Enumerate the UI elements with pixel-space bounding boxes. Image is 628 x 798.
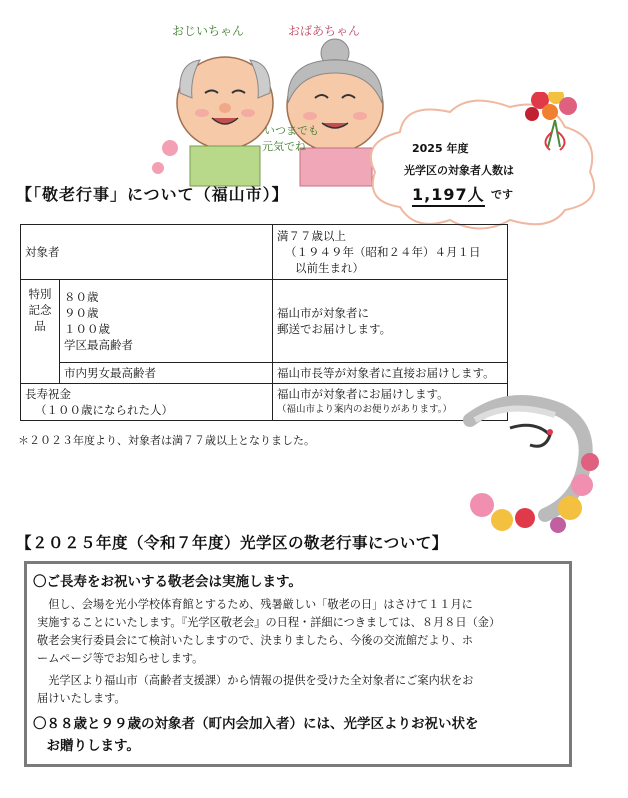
message-line1: いつまでも	[264, 124, 319, 137]
row3-value: 福山市長等が対象者に直接お届けします。	[273, 363, 508, 384]
cloud-year: 2025 年度	[412, 142, 469, 155]
section2-title: 【２０２５年度（令和７年度）光学区の敬老行事について】	[16, 534, 448, 552]
row4-value-text: 福山市が対象者にお届けします。	[277, 387, 449, 401]
row2-value-line1: 福山市が対象者に	[277, 306, 369, 320]
notice-para1-line2: 実施することにいたします。『光学区敬老会』の日程・詳細につきましては、８月８日（金）	[37, 616, 501, 629]
notice-heading1: 〇ご長寿をお祝いする敬老会は実施します。	[33, 574, 302, 590]
notice-heading2-line1: 〇８８歳と９９歳の対象者（町内会加入者）には、光学区よりお祝い状を	[33, 716, 479, 732]
list-item: １００歳	[64, 322, 110, 336]
row1-value-line3: 以前生まれ）	[295, 261, 364, 275]
cloud-caption: 光学区の対象者人数は	[404, 164, 514, 177]
notice-para2-line2: 届けいたします。	[37, 692, 126, 705]
row4-label	[21, 384, 273, 421]
row4-label-line2: （１００歳になられた人）	[35, 403, 173, 417]
event-table	[20, 224, 508, 421]
notice-para1-line4: ームページ等でお知らせします。	[37, 652, 204, 665]
row1-value-line2: （１９４９年（昭和２４年）４月１日	[285, 245, 481, 259]
row2-label	[21, 280, 60, 384]
row2-value	[273, 280, 508, 363]
table-row-longevity	[21, 384, 508, 421]
row1-value-line1: 満７７歳以上	[277, 229, 346, 243]
row2-label-line1: 特別	[28, 287, 52, 301]
notice-heading2-line2: お贈りします。	[33, 738, 140, 754]
crane-illustration	[450, 390, 610, 535]
row2-items	[60, 280, 273, 363]
row2-label-line2: 記念	[28, 303, 52, 317]
section1-title: 【「敬老行事」について（福山市）】	[16, 185, 289, 204]
row4-label-line1: 長寿祝金	[25, 387, 71, 401]
table-row-target	[21, 225, 508, 280]
grandma-label: おばあちゃん	[288, 24, 361, 38]
notice-para1-line1: 但し、会場を光小学校体育館とするため、残暑厳しい「敬老の日」はさけて１１月に	[37, 598, 473, 611]
row2-value-line2: 郵送でお届けします。	[277, 322, 392, 336]
row3-item: 市内男女最高齢者	[60, 363, 273, 384]
row2-label-line3: 品	[34, 319, 46, 333]
table-row-oldest	[21, 363, 508, 384]
list-item: 学区最高齢者	[64, 338, 133, 352]
grandpa-label: おじいちゃん	[172, 24, 245, 38]
row1-label: 対象者	[21, 225, 273, 280]
row1-value	[273, 225, 508, 280]
table-footnote: ＊２０２３年度より、対象者は満７７歳以上となりました。	[18, 434, 315, 447]
table-row-gift	[21, 280, 508, 363]
cloud-count: 1,197人	[412, 182, 485, 207]
notice-box	[24, 561, 572, 767]
message-line2: 元気でね	[262, 140, 306, 153]
list-item: ９０歳	[64, 306, 99, 320]
crane-picture	[450, 390, 610, 535]
notice-para2-line1: 光学区より福山市（高齢者支援課）から情報の提供を受けた全対象者にご案内状をお	[37, 674, 474, 687]
list-item: ８０歳	[64, 290, 99, 304]
cloud-suffix: です	[491, 188, 513, 201]
notice-para1-line3: 敬老会実行委員会にて検討いたしますので、決まりましたら、今後の交流館だより、ホ	[37, 634, 474, 647]
row4-value-note: （福山市より案内のお便りがあります。）	[277, 404, 452, 415]
